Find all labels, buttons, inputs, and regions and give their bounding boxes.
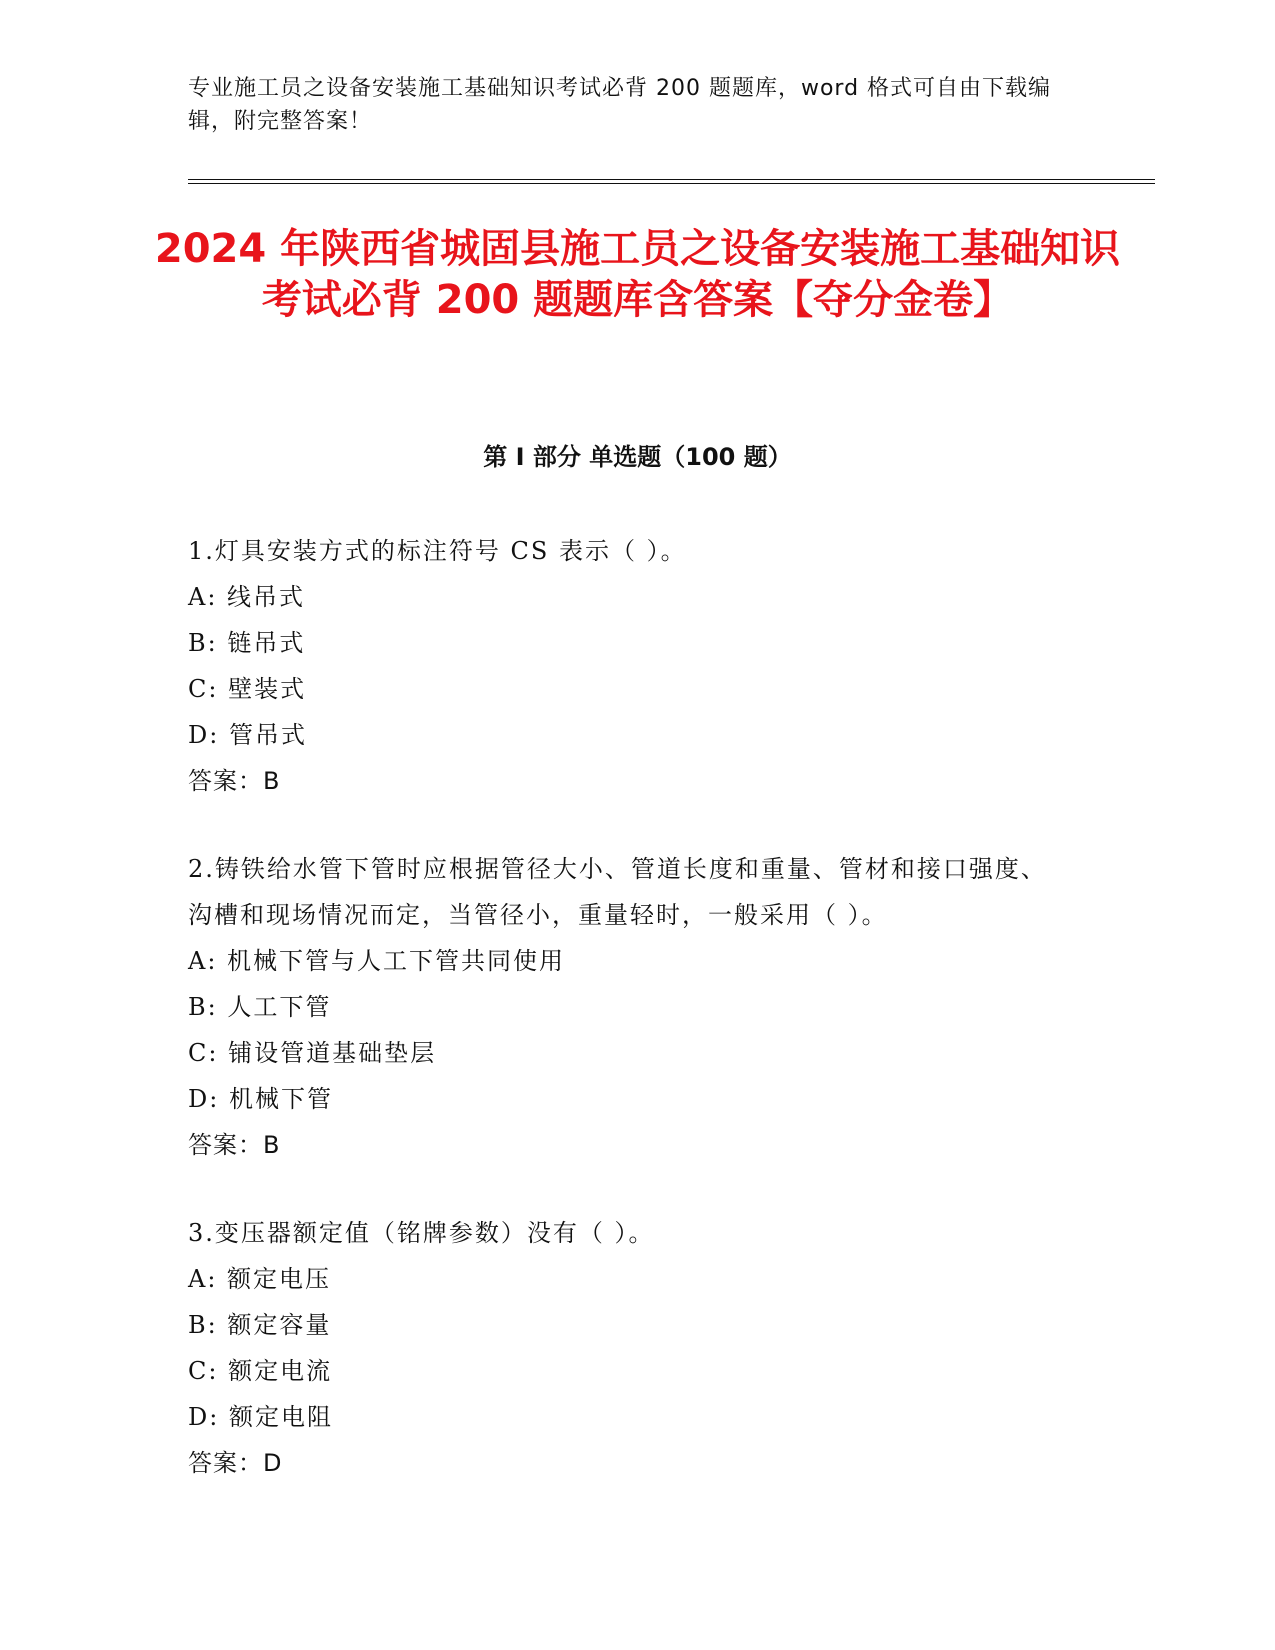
question-1 [188,528,1088,804]
answer-line: 答案：B [188,767,281,795]
option-d: D: 管吊式 [188,721,307,749]
header-divider-bottom [188,183,1155,184]
document-header-note: 专业施工员之设备安装施工基础知识考试必背 200 题题库，word 格式可自由下载编辑，附完整答案！ [188,76,1052,134]
option-b: B: 人工下管 [188,993,332,1021]
option-c: C: 额定电流 [188,1357,333,1385]
option-a: A: 机械下管与人工下管共同使用 [188,947,566,975]
question-2 [188,846,1088,1168]
option-b: B: 额定容量 [188,1311,332,1339]
answer-line: 答案：B [188,1131,281,1159]
option-a: A: 线吊式 [188,583,306,611]
question-list [188,528,1088,1528]
option-d: D: 机械下管 [188,1085,333,1113]
option-d: D: 额定电阻 [188,1403,333,1431]
option-b: B: 链吊式 [188,629,306,657]
option-a: A: 额定电压 [188,1265,332,1293]
document-title: 2024 年陕西省城固县施工员之设备安装施工基础知识考试必背 200 题题库含答案【夺分金卷】 [154,226,1121,323]
header-divider-top [188,179,1155,180]
option-c: C: 壁装式 [188,675,307,703]
part-heading: 第 I 部分 单选题（100 题） [483,443,792,471]
option-c: C: 铺设管道基础垫层 [188,1039,437,1067]
question-3 [188,1210,1088,1486]
answer-line: 答案：D [188,1449,283,1477]
question-stem: 1.灯具安装方式的标注符号 CS 表示（ ）。 [188,537,687,565]
question-stem: 2.铸铁给水管下管时应根据管径大小、管道长度和重量、管材和接口强度、沟槽和现场情况而定，当管径小，重量轻时，一般采用（ ）。 [188,855,1047,929]
question-stem: 3.变压器额定值（铭牌参数）没有（ ）。 [188,1219,655,1247]
